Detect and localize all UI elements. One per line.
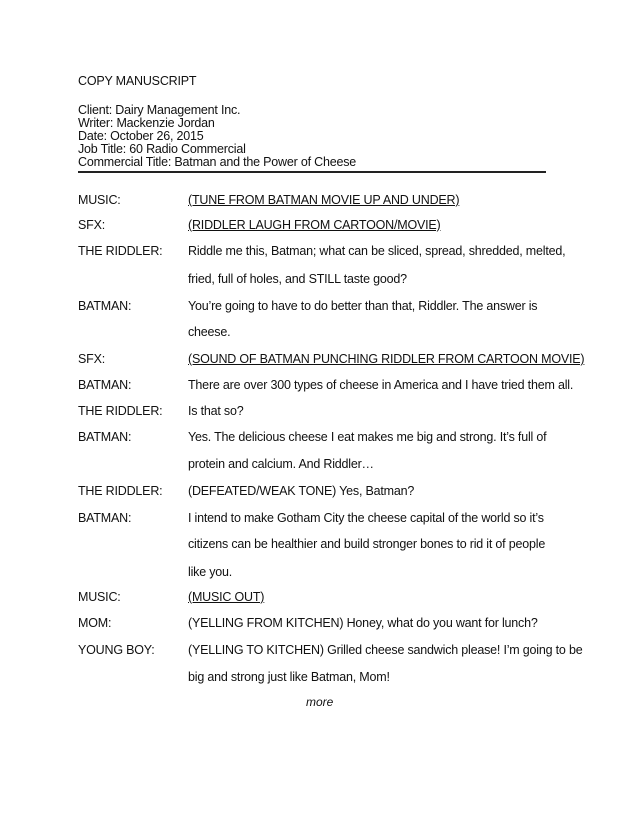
script-line: cheese. — [188, 325, 231, 339]
commercial-title-line: Commercial Title: Batman and the Power of Cheese — [78, 155, 357, 169]
script-line: Yes. The delicious cheese I eat makes me big and strong. It’s full of — [188, 430, 547, 444]
script-line: Is that so? — [188, 404, 244, 418]
script-line: citizens can be healthier and build stronger bones to rid it of people — [188, 537, 546, 551]
continued-marker: more — [306, 695, 334, 709]
script-line: (DEFEATED/WEAK TONE) Yes, Batman? — [188, 484, 415, 498]
script-line: (YELLING TO KITCHEN) Grilled cheese sandwich please! I’m going to be — [188, 643, 583, 657]
job-title-line: Job Title: 60 Radio Commercial — [78, 142, 246, 156]
speaker-label: YOUNG BOY: — [78, 643, 155, 657]
script-line: Riddle me this, Batman; what can be sliced, spread, shredded, melted, — [188, 244, 566, 258]
script-line: I intend to make Gotham City the cheese capital of the world so it’s — [188, 511, 544, 525]
script-line: (TUNE FROM BATMAN MOVIE UP AND UNDER) — [188, 193, 460, 207]
speaker-label: BATMAN: — [78, 511, 132, 525]
script-line: (YELLING FROM KITCHEN) Honey, what do you want for lunch? — [188, 616, 538, 630]
script-line: (SOUND OF BATMAN PUNCHING RIDDLER FROM CARTOON MOVIE) — [188, 352, 585, 366]
script-line: big and strong just like Batman, Mom! — [188, 670, 390, 684]
speaker-label: BATMAN: — [78, 299, 132, 313]
script-line: protein and calcium. And Riddler… — [188, 457, 374, 471]
script-line: fried, full of holes, and STILL taste good? — [188, 272, 407, 286]
script-line: (RIDDLER LAUGH FROM CARTOON/MOVIE) — [188, 218, 441, 232]
speaker-label: MUSIC: — [78, 193, 121, 207]
speaker-label: THE RIDDLER: — [78, 404, 163, 418]
script-line: There are over 300 types of cheese in America and I have tried them all. — [188, 378, 574, 392]
script-line: You’re going to have to do better than that, Riddler. The answer is — [188, 299, 538, 313]
speaker-label: MOM: — [78, 616, 112, 630]
script-line: (MUSIC OUT) — [188, 590, 265, 604]
header-divider — [78, 171, 546, 173]
date-line: Date: October 26, 2015 — [78, 129, 204, 143]
speaker-label: SFX: — [78, 218, 105, 232]
speaker-label: THE RIDDLER: — [78, 244, 163, 258]
script-line: like you. — [188, 565, 233, 579]
writer-line: Writer: Mackenzie Jordan — [78, 116, 215, 130]
speaker-label: BATMAN: — [78, 378, 132, 392]
speaker-label: MUSIC: — [78, 590, 121, 604]
speaker-label: BATMAN: — [78, 430, 132, 444]
speaker-label: THE RIDDLER: — [78, 484, 163, 498]
speaker-label: SFX: — [78, 352, 105, 366]
client-line: Client: Dairy Management Inc. — [78, 103, 241, 117]
doc-title: COPY MANUSCRIPT — [78, 74, 197, 88]
